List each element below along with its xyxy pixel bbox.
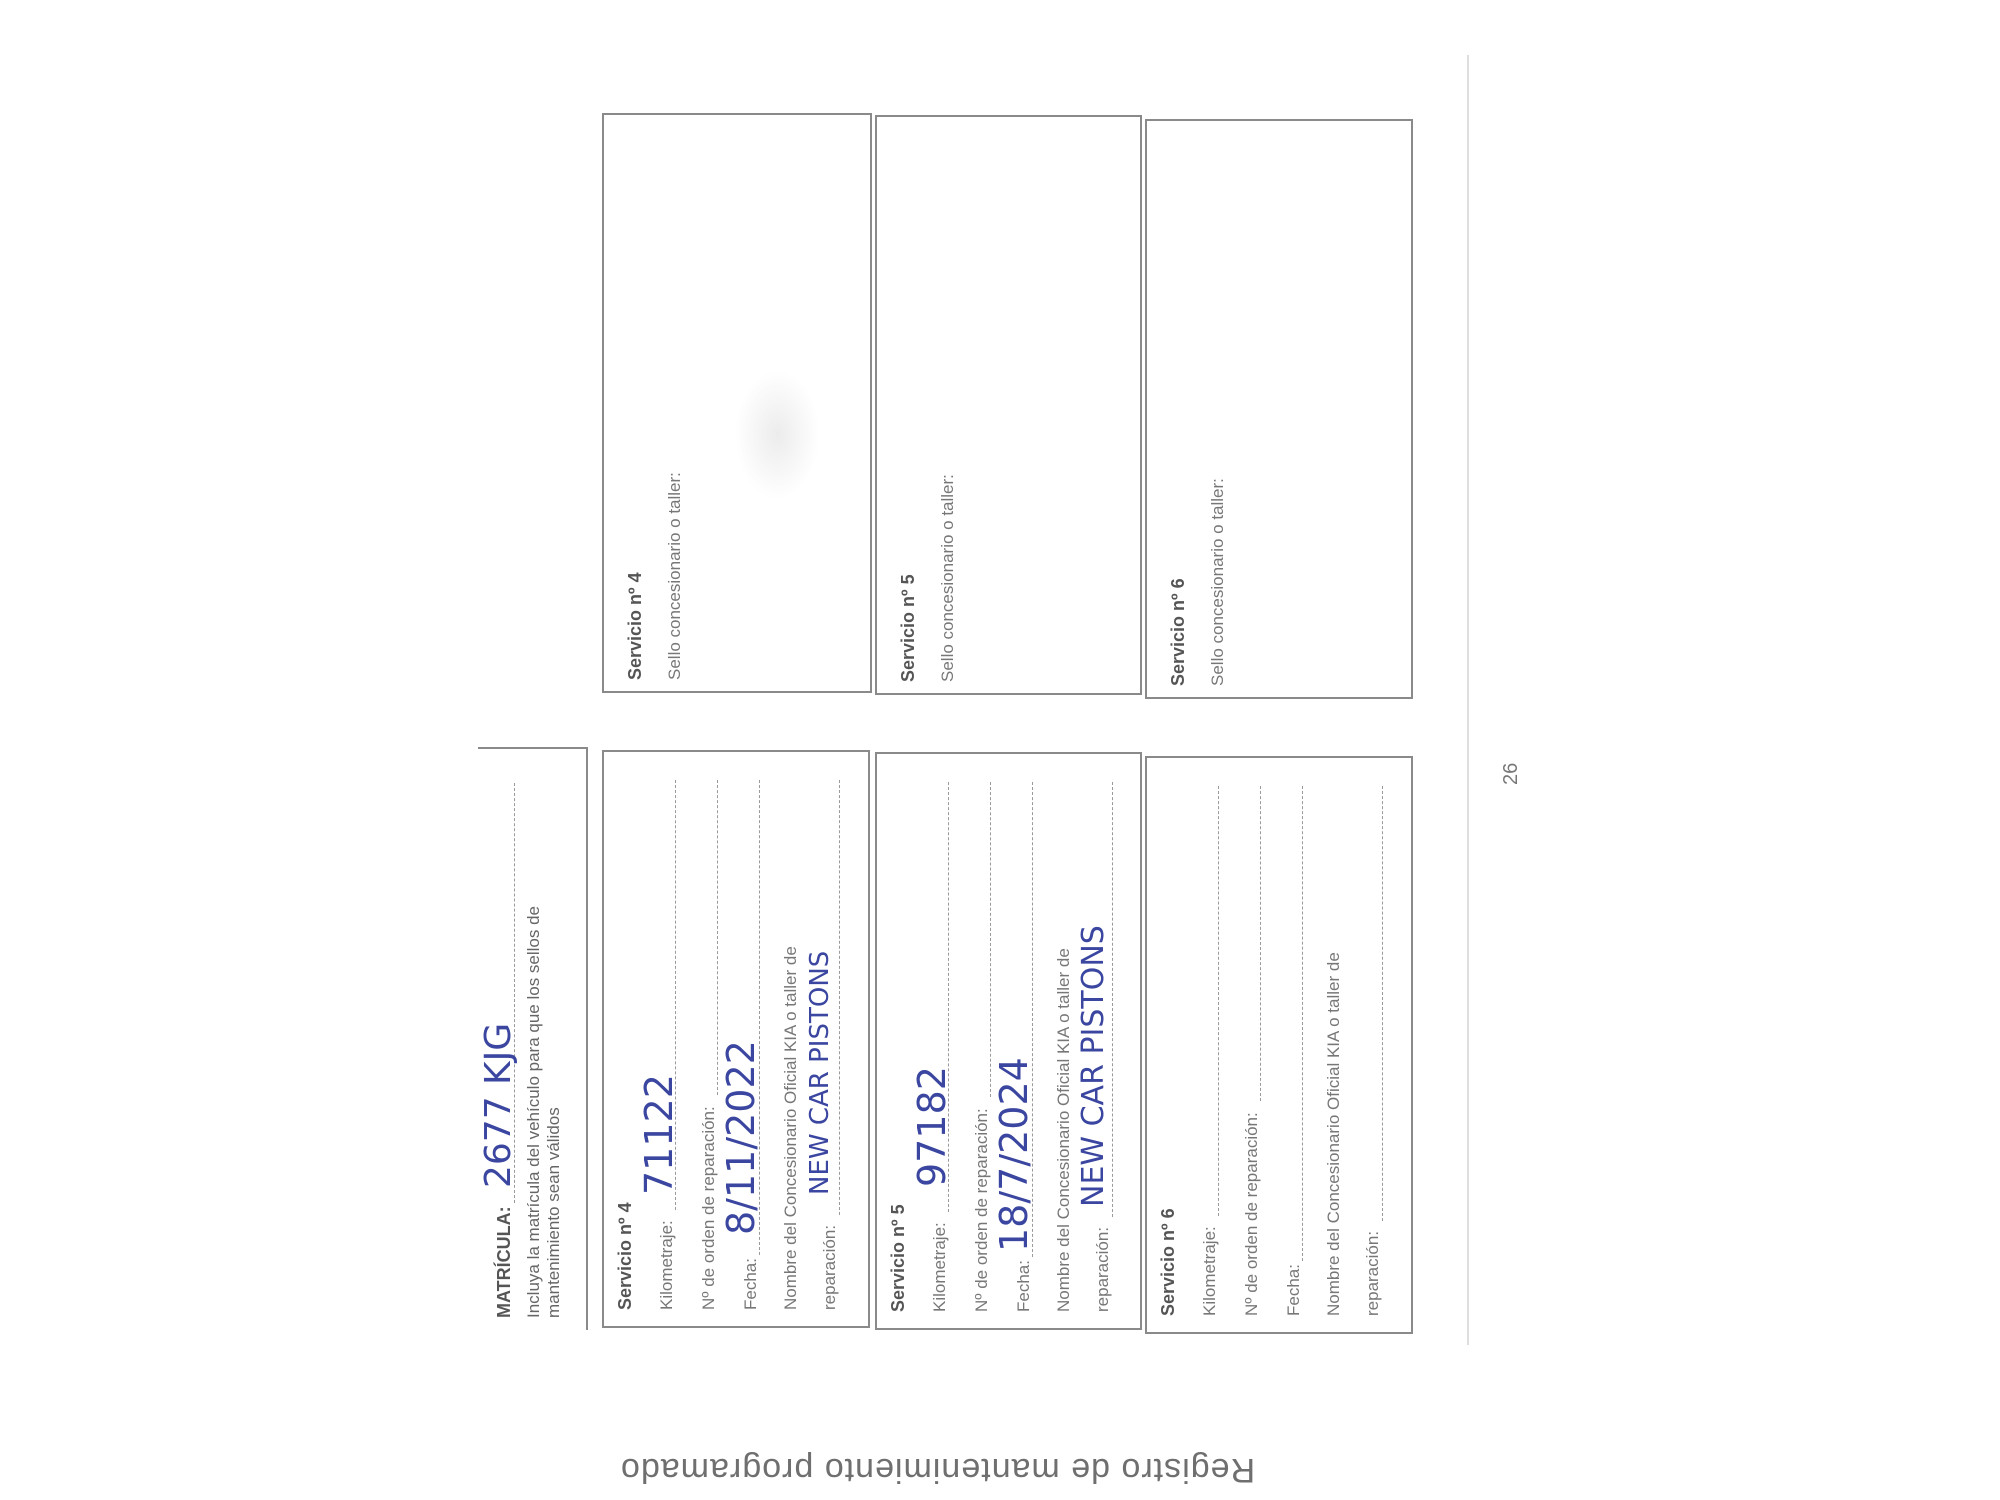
service-6-date-line bbox=[1302, 786, 1303, 1261]
service-5 bbox=[888, 762, 1138, 1312]
service-5-order-label: Nº de orden de reparación: bbox=[972, 1108, 991, 1312]
service-5-km-label: Kilometraje: bbox=[930, 1222, 949, 1312]
stamp-4-title: Servicio nº 4 bbox=[625, 572, 645, 680]
service-4-name-label-2: reparación: bbox=[820, 1224, 839, 1310]
matricula-note-2: mantenimiento sean válidos bbox=[544, 1107, 563, 1318]
stamp-5-title: Servicio nº 5 bbox=[898, 574, 918, 682]
service-4-title: Servicio nº 4 bbox=[615, 1202, 635, 1310]
service-5-title: Servicio nº 5 bbox=[888, 1204, 908, 1312]
service-5-name-label-2: reparación: bbox=[1093, 1226, 1112, 1312]
service-6-km-line bbox=[1218, 786, 1219, 1216]
service-6-km-label: Kilometraje: bbox=[1200, 1226, 1219, 1316]
service-6 bbox=[1158, 766, 1408, 1316]
service-5-order-line bbox=[990, 782, 991, 1097]
service-6-order-label: Nº de orden de reparación: bbox=[1242, 1112, 1261, 1316]
stamp-4-faint-mark bbox=[735, 370, 820, 500]
stamp-6 bbox=[1168, 126, 1248, 686]
service-4-name-value: NEW CAR PISTONS bbox=[805, 950, 835, 1195]
page-divider bbox=[1467, 55, 1469, 1345]
service-4-km-label: Kilometraje: bbox=[657, 1220, 676, 1310]
service-6-name-label-2: reparación: bbox=[1363, 1230, 1382, 1316]
service-4-order-label: Nº de orden de reparación: bbox=[699, 1106, 718, 1310]
service-5-date-value: 18/7/2024 bbox=[992, 1057, 1036, 1252]
matricula-label: MATRÍCULA: bbox=[494, 1206, 514, 1318]
service-6-order-line bbox=[1260, 786, 1261, 1101]
matricula-value: 2677 KJG bbox=[478, 1022, 519, 1188]
service-6-title: Servicio nº 6 bbox=[1158, 1208, 1178, 1316]
service-5-date-label: Fecha: bbox=[1014, 1260, 1033, 1312]
matricula-note-1: Incluya la matrícula del vehículo para que los sellos de bbox=[524, 905, 543, 1318]
stamp-4-label: Sello concesionario o taller: bbox=[665, 472, 684, 680]
stamp-6-label: Sello concesionario o taller: bbox=[1208, 478, 1227, 686]
service-4-date-label: Fecha: bbox=[741, 1258, 760, 1310]
service-4-km-value: 71122 bbox=[637, 1074, 681, 1195]
service-4-date-value: 8/11/2022 bbox=[719, 1040, 763, 1235]
matricula-section bbox=[480, 758, 590, 1318]
page-number: 26 bbox=[1500, 762, 1522, 785]
stamp-5-label: Sello concesionario o taller: bbox=[938, 474, 957, 682]
service-6-name-line bbox=[1382, 786, 1383, 1221]
service-5-name-label-1: Nombre del Concesionario Oficial KIA o taller de bbox=[1054, 948, 1073, 1312]
service-6-name-label-1: Nombre del Concesionario Oficial KIA o taller de bbox=[1324, 952, 1343, 1316]
service-4-name-label-1: Nombre del Concesionario Oficial KIA o taller de bbox=[781, 946, 800, 1310]
service-4-name-line bbox=[839, 780, 840, 1215]
service-5-km-value: 97182 bbox=[910, 1066, 954, 1187]
page-title: Registro de mantenimiento programado bbox=[620, 1451, 1256, 1489]
stamp-6-title: Servicio nº 6 bbox=[1168, 578, 1188, 686]
stamp-4 bbox=[625, 120, 705, 680]
service-5-name-value: NEW CAR PISTONS bbox=[1076, 925, 1111, 1207]
service-5-name-line bbox=[1112, 782, 1113, 1217]
stamp-5 bbox=[898, 122, 978, 682]
service-4 bbox=[615, 760, 865, 1310]
service-6-date-label: Fecha: bbox=[1284, 1264, 1303, 1316]
service-4-order-line bbox=[717, 780, 718, 1095]
